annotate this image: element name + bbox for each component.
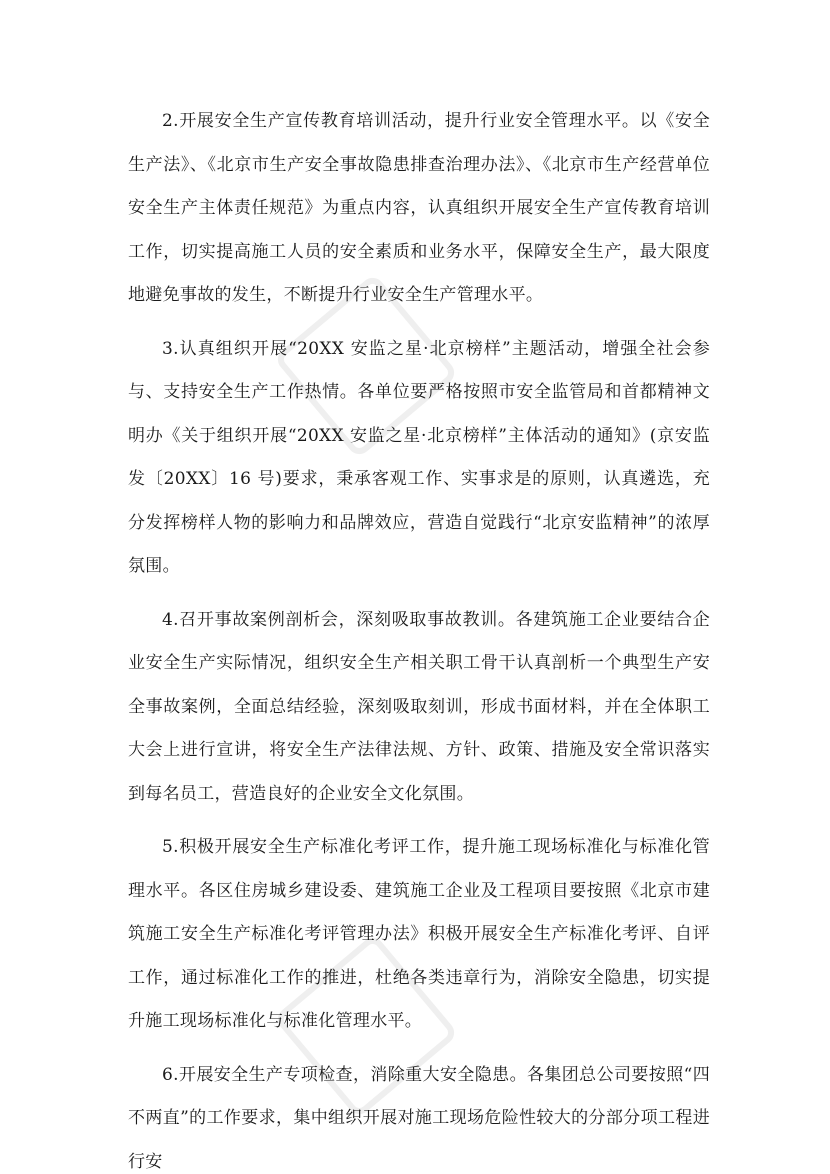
paragraph-item-6: 6.开展安全生产专项检查，消除重大安全隐患。各集团总公司要按照“四不两直”的工作要求，集中组织开展对施工现场危险性较大的分部分项工程进行安 bbox=[128, 1064, 710, 1172]
paragraph-item-4: 4.召开事故案例剖析会，深刻吸取事故教训。各建筑施工企业要结合企业安全生产实际情况，组织安全生产相关职工骨干认真剖析一个典型生产安全事故案例，全面总结经验，深刻吸取刻训，形成书面材料，并在全体职工大会上进行宣讲，将安全生产法律法规、方针、政策、措施及安全常识落实到每名员工，营造良好的企业安全文化氛围。 bbox=[128, 609, 710, 804]
document-body bbox=[128, 100, 710, 1174]
paragraph-item-2: 2.开展安全生产宣传教育培训活动，提升行业安全管理水平。以《安全生产法》、《北京市生产安全事故隐患排查治理办法》、《北京市生产经营单位安全生产主体责任规范》为重点内容，认真组织开展安全生产宣传教育培训工作，切实提高施工人员的安全素质和业务水平，保障安全生产，最大限度地避免事故的发生，不断提升行业安全生产管理水平。 bbox=[128, 111, 710, 305]
paragraph-item-5: 5.积极开展安全生产标准化考评工作，提升施工现场标准化与标准化管理水平。各区住房城乡建设委、建筑施工企业及工程项目要按照《北京市建筑施工安全生产标准化考评管理办法》积极开展安全生产标准化考评、自评工作，通过标准化工作的推进，杜绝各类违章行为，消除安全隐患，切实提升施工现场标准化与标准化管理水平。 bbox=[128, 837, 710, 1031]
paragraph-item-3: 3.认真组织开展“20XX 安监之星·北京榜样”主题活动，增强全社会参与、支持安全生产工作热情。各单位要严格按照市安全监管局和首都精神文明办《关于组织开展“20XX 安监之星·北京榜样”主体活动的通知》(京安监发〔20XX〕16 号)要求，秉承客观工作、实事求是的原则，认真遴选，充分发挥榜样人物的影响力和品牌效应，营造自觉践行“北京安监精神”的浓厚氛围。 bbox=[128, 338, 710, 576]
